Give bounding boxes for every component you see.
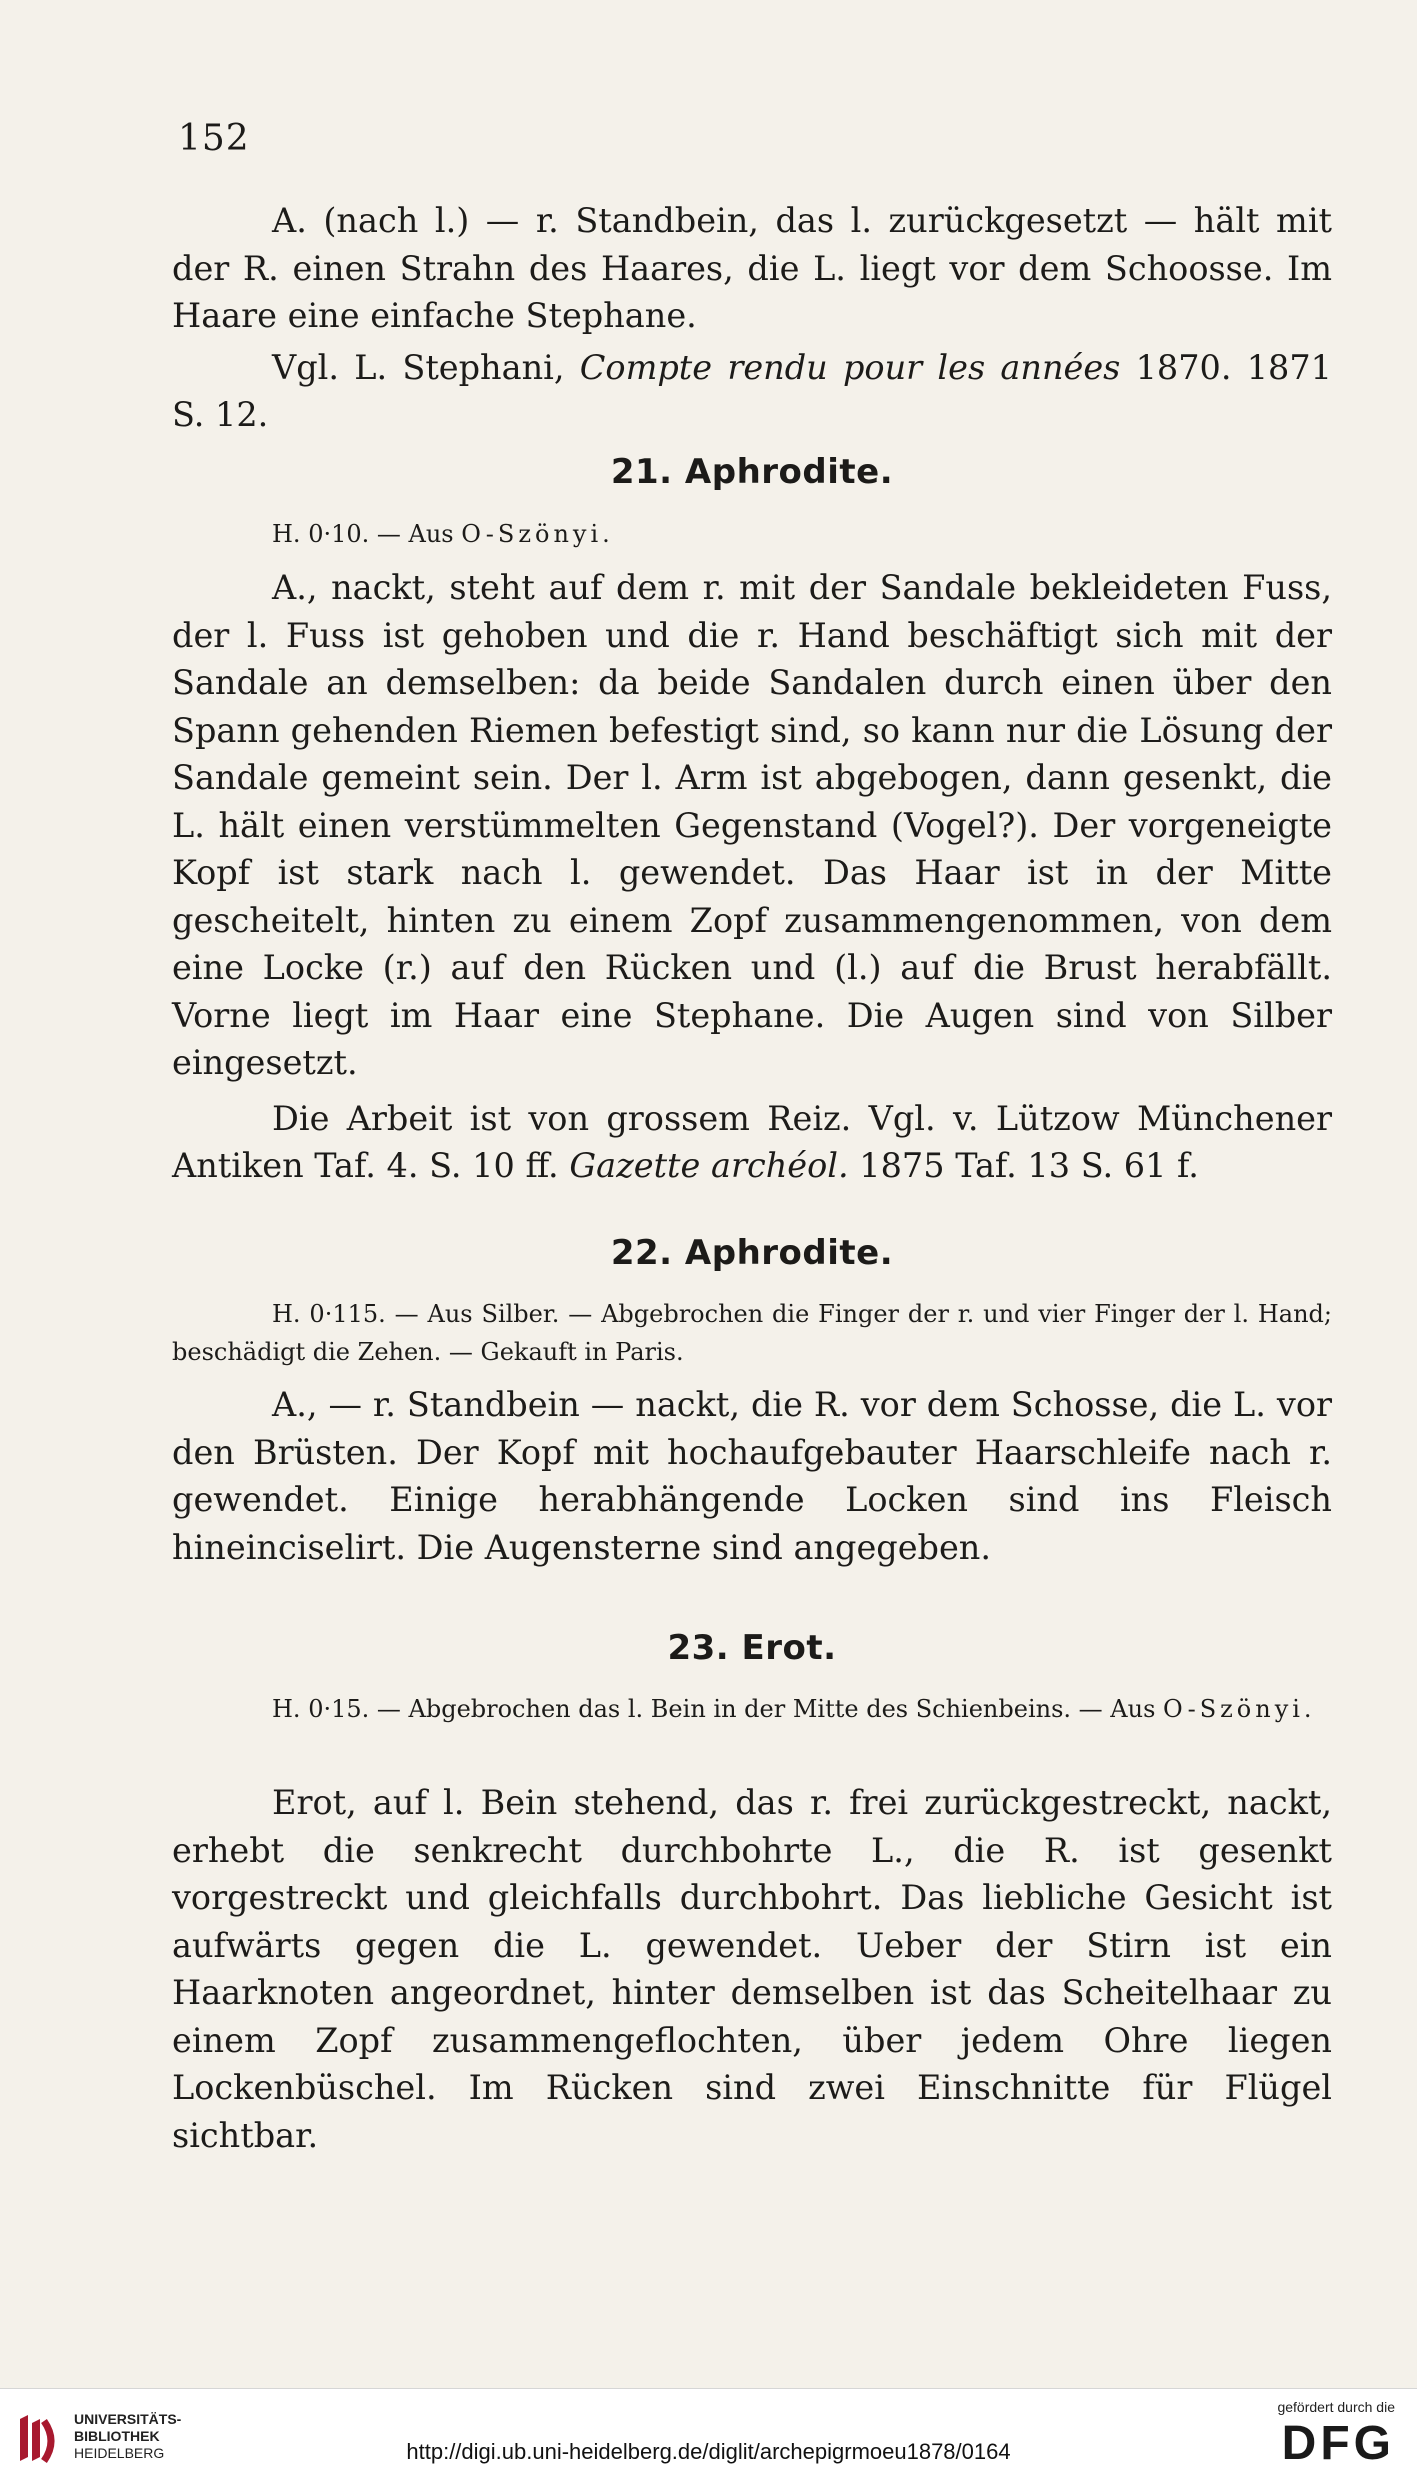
reference-title: Gazette archéol.	[569, 1146, 849, 1185]
reference-title: Compte rendu pour les années	[579, 347, 1121, 387]
entry-22-heading: 22. Aphrodite.	[610, 1233, 894, 1273]
funding-note: gefördert durch die	[1277, 2399, 1395, 2415]
entry-23-body	[172, 1779, 1332, 2159]
intro-section	[172, 197, 1332, 439]
entry-21-reference: Die Arbeit ist von grossem Reiz. Vgl. v. Lützow Münchener Antiken Taf. 4. S. 10 ff. Gazette archéol. 1875 Taf. 13 S. 61 f.	[172, 1098, 1332, 1185]
entry-23-meta: H. 0·15. — Abgebrochen das l. Bein in der Mitte des Schienbeins. — Aus O-Szönyi.	[272, 1695, 1316, 1723]
entry-22-description: A., — r. Standbein — nackt, die R. vor dem Schosse, die L. vor den Brüsten. Der Kopf mit hochaufgebauter Haarschleife nach r. gewendet. Einige herabhängende Locken sind ins Fleisch hineinciselirt. Die Augensterne sind angegeben.	[172, 1385, 1332, 1567]
intro-reference: Vgl. L. Stephani, Compte rendu pour les années 1870. 1871 S. 12.	[172, 347, 1332, 434]
intro-paragraph: A. (nach l.) — r. Standbein, das l. zurückgesetzt — hält mit der R. einen Strahn des Haares, die L. liegt vor dem Schoosse. Im Haare eine einfache Stephane.	[172, 201, 1332, 335]
entry-21-heading: 21. Aphrodite.	[610, 452, 894, 492]
entry-22-meta: H. 0·115. — Aus Silber. — Abgebrochen die Finger der r. und vier Finger der l. Hand; beschädigt die Zehen. — Gekauft in Paris.	[172, 1300, 1332, 1366]
library-name: UNIVERSITÄTS- BIBLIOTHEK HEIDELBERG	[74, 2411, 182, 2461]
permalink-url[interactable]: http://digi.ub.uni-heidelberg.de/diglit/archepigrmoeu1878/0164	[406, 2439, 1011, 2464]
dfg-logo: DFG	[1281, 2417, 1395, 2470]
entry-22-body	[172, 1381, 1332, 1571]
entry-21-body	[172, 564, 1332, 1190]
entry-23-heading: 23. Erot.	[667, 1628, 837, 1668]
entry-23-description: Erot, auf l. Bein stehend, das r. frei zurückgestreckt, nackt, erhebt die senkrecht durchbohrte L., die R. ist gesenkt vorgestreckt und gleichfalls durchbohrt. Das liebliche Gesicht ist aufwärts gegen die L. gewendet. Ueber der Stirn ist ein Haarknoten angeordnet, hinter demselben ist das Scheitelhaar zu einem Zopf zusammengeflochten, über jedem Ohre liegen Lockenbüschel. Im Rücken sind zwei Einschnitte für Flügel sichtbar.	[172, 1783, 1332, 2155]
entry-21-description: A., nackt, steht auf dem r. mit der Sandale bekleideten Fuss, der l. Fuss ist gehoben und die r. Hand beschäftigt sich mit der Sandale an demselben: da beide Sandalen durch einen über den Spann gehenden Riemen befestigt sind, so kann nur die Lösung der Sandale gemeint sein. Der l. Arm ist abgebogen, dann gesenkt, die L. hält einen verstümmelten Gegenstand (Vogel?). Der vorgeneigte Kopf ist stark nach l. gewendet. Das Haar ist in der Mitte gescheitelt, hinten zu einem Zopf zusammengenommen, von dem eine Locke (r.) auf den Rücken und (l.) auf die Brust herabfällt. Vorne liegt im Haar eine Stephane. Die Augen sind von Silber eingesetzt.	[172, 568, 1332, 1082]
entry-21-meta: H. 0·10. — Aus O-Szönyi.	[272, 520, 614, 548]
page-number: 152	[178, 118, 250, 159]
digitization-footer	[0, 2388, 1417, 2475]
